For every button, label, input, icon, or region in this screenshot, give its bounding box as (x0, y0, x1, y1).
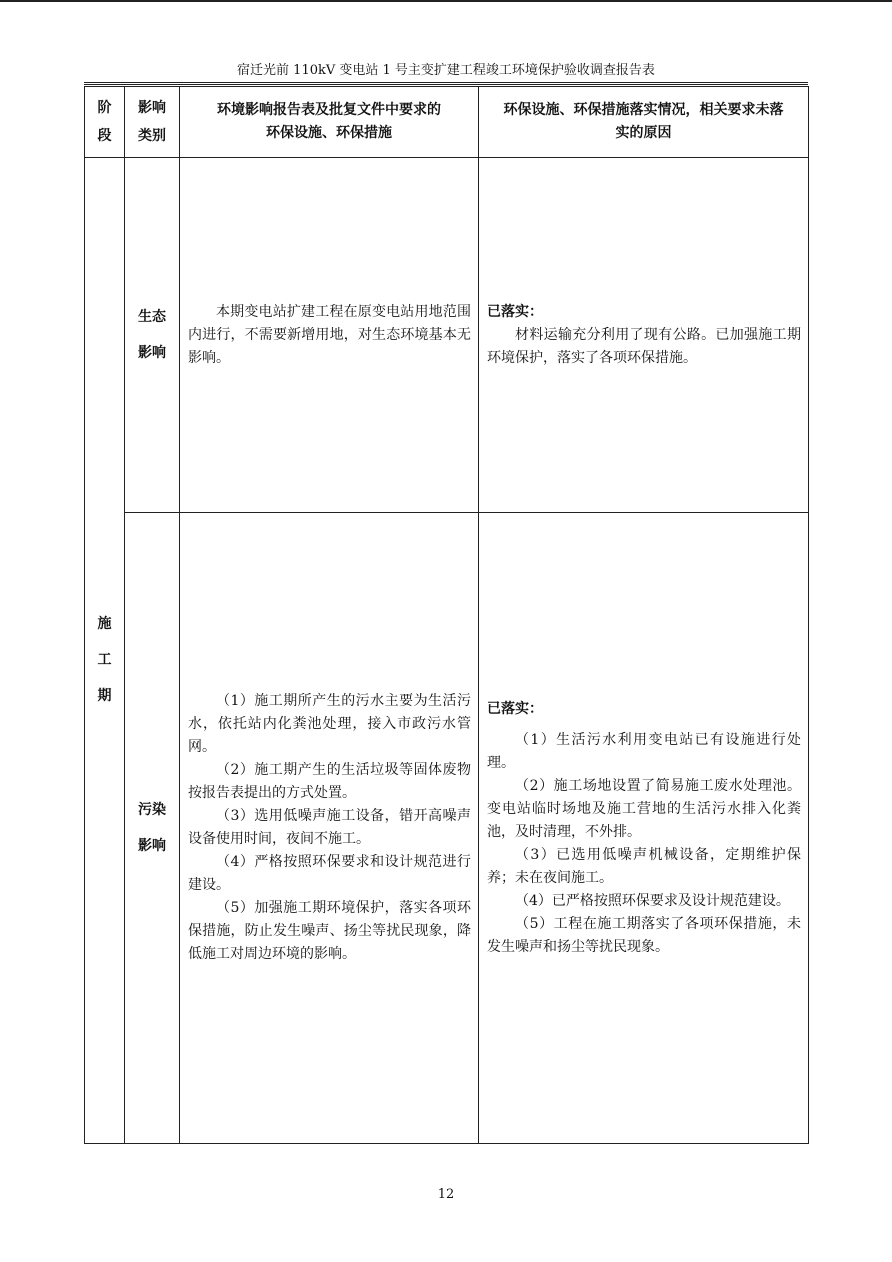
implemented-label: 已落实： (487, 303, 543, 320)
requirement-item-3: （3）选用低噪声施工设备，错开高噪声设备使用时间，夜间不施工。 (188, 808, 471, 847)
column-header-implementation-line2: 实的原因 (615, 125, 672, 141)
column-header-requirements (180, 87, 479, 158)
implementation-cell-pollution (479, 513, 809, 1144)
implementation-cell-ecological (479, 158, 809, 513)
category-cell-pollution (125, 513, 180, 1144)
column-header-stage (85, 87, 125, 158)
column-header-requirements-line2: 环保设施、环保措施 (266, 125, 392, 141)
top-border-line (0, 0, 892, 2)
requirement-item-5: （5）加强施工期环境保护，落实各项环保措施，防止发生噪声、扬尘等扰民现象，降低施工对周边环境的影响。 (188, 900, 471, 962)
column-header-stage-line2: 段 (97, 128, 112, 144)
implementation-item-2: （2）施工场地设置了简易施工废水处理池。变电站临时场地及施工营地的生活污水排入化粪池，及时清理，不外排。 (487, 777, 801, 840)
category-pollution-line2: 影响 (138, 838, 166, 854)
column-header-implementation-line1: 环保设施、环保措施落实情况，相关要求未落 (503, 102, 784, 118)
column-header-implementation (479, 87, 809, 158)
category-ecological-line2: 影响 (138, 345, 166, 361)
stage-cell-construction-period (85, 158, 125, 1144)
page-number: 12 (437, 1187, 455, 1202)
requirement-item-4: （4）严格按照环保要求和设计规范进行建设。 (188, 854, 471, 893)
category-ecological-line1: 生态 (138, 309, 166, 325)
category-pollution-line1: 污染 (138, 802, 166, 818)
implementation-item-1: （1）生活污水利用变电站已有设施进行处理。 (487, 731, 801, 771)
requirement-paragraph: 本期变电站扩建工程在原变电站用地范围内进行，不需要新增用地，对生态环境基本无影响。 (188, 303, 471, 366)
implementation-item-4: （4）已严格按照环保要求及设计规范建设。 (515, 892, 790, 909)
table-row-pollution-impact (85, 513, 809, 1144)
report-header-title: 宿迁光前 110kV 变电站 1 号主变扩建工程竣工环境保护验收调查报告表 (237, 63, 655, 78)
column-header-category-line1: 影响 (138, 100, 166, 116)
requirements-cell-pollution (180, 513, 479, 1144)
stage-char-3: 期 (97, 688, 112, 704)
stage-char-1: 施 (97, 616, 112, 632)
requirement-item-1: （1）施工期所产生的污水主要为生活污水，依托站内化粪池处理，接入市政污水管网。 (188, 693, 471, 755)
implementation-item-5: （5）工程在施工期落实了各项环保措施，未发生噪声和扬尘等扰民现象。 (487, 915, 801, 955)
column-header-category (125, 87, 180, 158)
column-header-category-line2: 类别 (138, 128, 166, 144)
implementation-paragraph: 材料运输充分利用了现有公路。已加强施工期环境保护，落实了各项环保措施。 (487, 326, 801, 366)
environmental-protection-table (84, 86, 809, 1144)
requirements-cell-ecological (180, 158, 479, 513)
table-header-row (85, 87, 809, 158)
column-header-stage-line1: 阶 (97, 100, 112, 116)
header-double-rule (84, 82, 808, 85)
requirement-item-2: （2）施工期产生的生活垃圾等固体废物按报告表提出的方式处置。 (188, 762, 471, 801)
stage-char-2: 工 (97, 652, 112, 668)
implementation-item-3: （3）已选用低噪声机械设备，定期维护保养；未在夜间施工。 (487, 846, 801, 886)
column-header-requirements-line1: 环境影响报告表及批复文件中要求的 (217, 102, 441, 118)
implemented-label: 已落实： (487, 700, 543, 717)
table-row-ecological-impact (85, 158, 809, 513)
category-cell-ecological (125, 158, 180, 513)
